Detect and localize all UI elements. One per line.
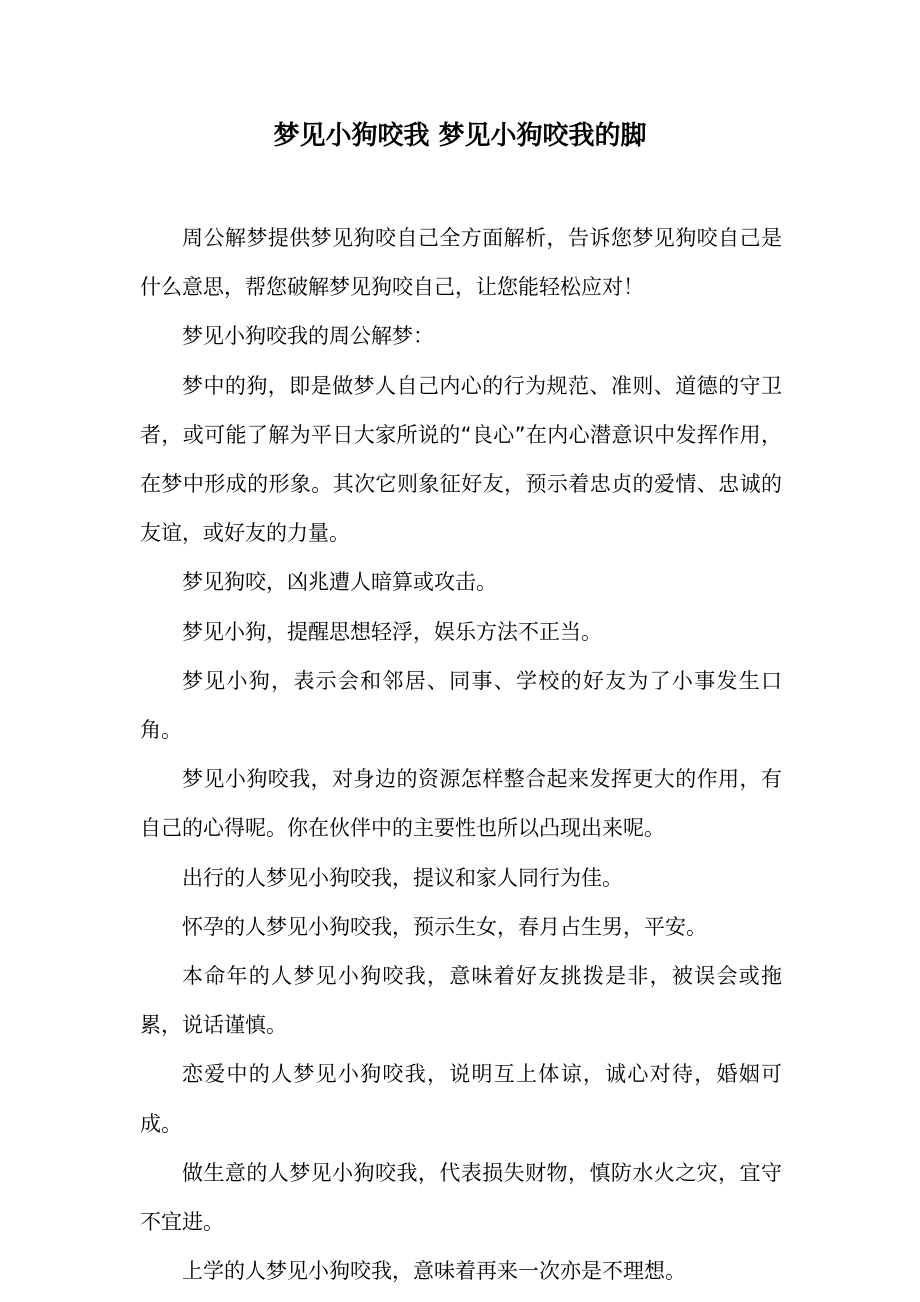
paragraph: 做生意的人梦见小狗咬我，代表损失财物，慎防水火之灾，宜守不宜进。 (140, 1160, 782, 1235)
paragraph: 怀孕的人梦见小狗咬我，预示生女，春月占生男，平安。 (182, 914, 707, 939)
paragraph: 梦见小狗咬我，对身边的资源怎样整合起来发挥更大的作用，有自己的心得呢。你在伙伴中的主要性也所以凸现出来呢。 (140, 767, 782, 841)
paragraph: 梦见小狗，表示会和邻居、同事、学校的好友为了小事发生口角。 (140, 668, 782, 743)
paragraph: 周公解梦提供梦见狗咬自己全方面解析，告诉您梦见狗咬自己是什么意思，帮您破解梦见狗咬自己，让您能轻松应对！ (140, 226, 782, 300)
paragraph: 梦见狗咬，凶兆遭人暗算或攻击。 (182, 570, 497, 595)
document-body (140, 214, 782, 1296)
paragraph: 上学的人梦见小狗咬我，意味着再来一次亦是不理想。 (182, 1259, 686, 1284)
paragraph: 出行的人梦见小狗咬我，提议和家人同行为佳。 (182, 865, 623, 890)
paragraph: 梦见小狗，提醒思想轻浮，娱乐方法不正当。 (182, 619, 602, 644)
paragraph: 梦中的狗，即是做梦人自己内心的行为规范、准则、道德的守卫者，或可能了解为平日大家所说的“良心”在内心潜意识中发挥作用，在梦中形成的形象。其次它则象征好友，预示着忠贞的爱情、忠诚的友谊，或好友的力量。 (140, 373, 782, 546)
paragraph: 梦见小狗咬我的周公解梦： (182, 324, 434, 349)
paragraph: 恋爱中的人梦见小狗咬我，说明互上体谅，诚心对待，婚姻可成。 (140, 1062, 782, 1136)
document-title: 梦见小狗咬我 梦见小狗咬我的脚 (273, 121, 647, 151)
paragraph: 本命年的人梦见小狗咬我，意味着好友挑拨是非，被误会或拖累，说话谨慎。 (140, 964, 782, 1038)
